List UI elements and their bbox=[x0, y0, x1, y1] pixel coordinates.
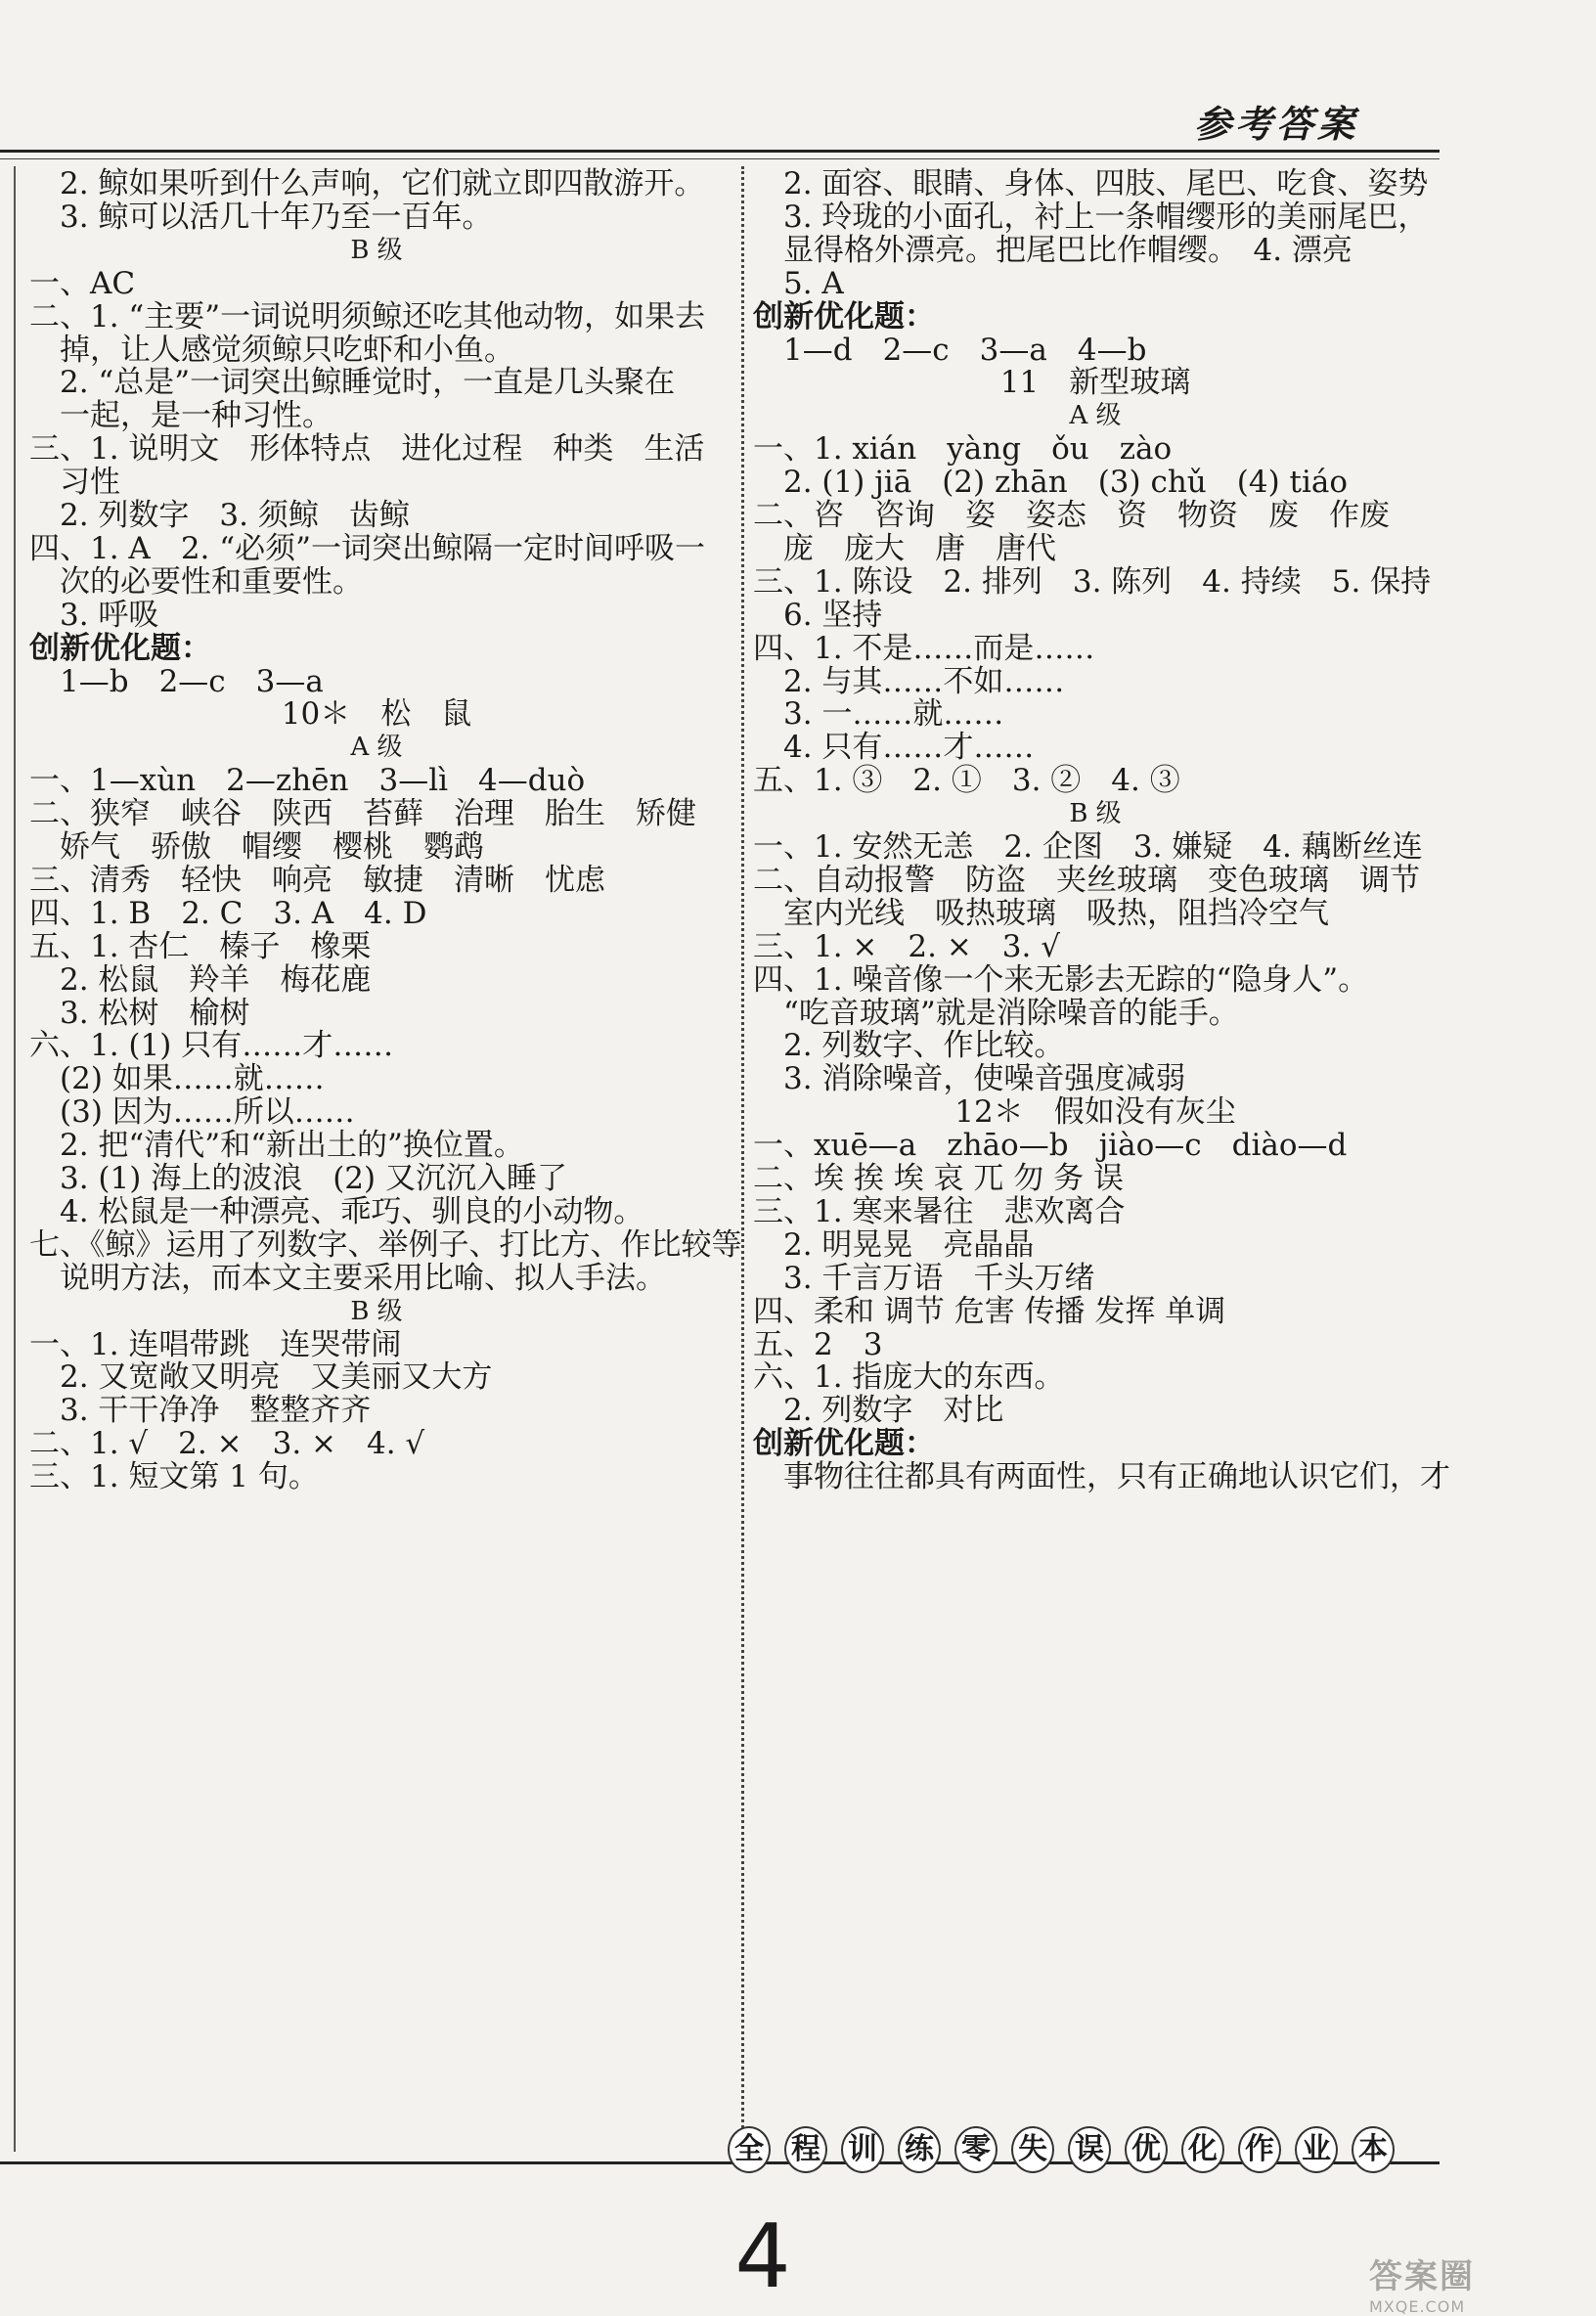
footer-banner bbox=[689, 2120, 1433, 2179]
right-line: 四、1. 噪音像一个来无影去无踪的“隐身人”。 bbox=[753, 961, 1369, 998]
watermark-logo bbox=[1369, 2249, 1584, 2316]
right-line: 一、1. 安然无恙 2. 企图 3. 嫌疑 4. 藕断丝连 bbox=[753, 829, 1423, 865]
right-line: 1—d 2—c 3—a 4—b bbox=[753, 332, 1147, 368]
left-line: B 级 bbox=[350, 1296, 403, 1326]
left-line: (2) 如果……就…… bbox=[29, 1061, 325, 1097]
left-line: 二、狭窄 峡谷 陕西 苔藓 治理 胎生 矫健 bbox=[29, 796, 696, 832]
left-line: 10＊ 松 鼠 bbox=[281, 696, 472, 733]
banner-char: 零 bbox=[954, 2126, 998, 2173]
right-line: 显得格外漂亮。把尾巴比作帽缨。 4. 漂亮 bbox=[753, 232, 1352, 268]
right-line: 4. 只有……才…… bbox=[753, 730, 1035, 766]
left-line: 七、《鲸》运用了列数字、举例子、打比方、作比较等 bbox=[29, 1226, 742, 1263]
left-line: 3. 鲸可以活几十年乃至一百年。 bbox=[29, 199, 493, 235]
right-line: B 级 bbox=[1069, 799, 1122, 829]
right-line: 5. A bbox=[753, 265, 844, 301]
right-line: 三、1. 陈设 2. 排列 3. 陈列 4. 持续 5. 保持 bbox=[753, 563, 1432, 600]
left-line: 2. 把“清代”和“新出土的”换位置。 bbox=[29, 1128, 524, 1164]
right-line: 2. 列数字 对比 bbox=[753, 1393, 1004, 1429]
right-line: 创新优化题： bbox=[753, 298, 935, 334]
right-line: “吃音玻璃”就是消除噪音的能手。 bbox=[753, 995, 1239, 1031]
left-line: 习性 bbox=[29, 465, 120, 501]
banner-char: 优 bbox=[1125, 2126, 1168, 2173]
right-line: 2. 与其……不如…… bbox=[753, 663, 1065, 699]
banner-char: 训 bbox=[841, 2126, 884, 2173]
left-line: 2. 鲸如果听到什么声响，它们就立即四散游开。 bbox=[29, 166, 705, 201]
left-line: 一起，是一种习性。 bbox=[29, 398, 332, 434]
right-line: 二、咨 咨询 姿 姿态 资 物资 废 作废 bbox=[753, 498, 1390, 533]
banner-char: 失 bbox=[1011, 2126, 1054, 2173]
right-line: 四、柔和 调节 危害 传播 发挥 单调 bbox=[753, 1293, 1226, 1329]
left-line: 二、1. “主要”一词说明须鲸还吃其他动物，如果去 bbox=[29, 298, 706, 334]
left-line: 2. “总是”一词突出鲸睡觉时，一直是几头聚在 bbox=[29, 365, 676, 401]
left-line: 一、AC bbox=[29, 265, 136, 301]
right-line: A 级 bbox=[1069, 401, 1122, 431]
banner-char: 程 bbox=[784, 2126, 827, 2173]
right-line: 庞 庞大 唐 唐代 bbox=[753, 530, 1056, 566]
header-title: 参考答案 bbox=[1193, 102, 1358, 146]
right-line: 2. 明晃晃 亮晶晶 bbox=[753, 1226, 1035, 1263]
left-line: 五、1. 杏仁 榛子 橡栗 bbox=[29, 928, 372, 964]
right-line: 3. 一……就…… bbox=[753, 696, 1004, 733]
left-line: 一、1—xùn 2—zhēn 3—lì 4—duò bbox=[29, 763, 586, 799]
banner-char: 练 bbox=[898, 2126, 941, 2173]
left-line: 1—b 2—c 3—a bbox=[29, 663, 324, 699]
right-line: 二、自动报警 防盗 夹丝玻璃 变色玻璃 调节 bbox=[753, 862, 1420, 898]
left-line: 3. 呼吸 bbox=[29, 597, 159, 633]
right-line: 事物往往都具有两面性，只有正确地认识它们，才 bbox=[753, 1459, 1450, 1495]
left-line: 2. 又宽敞又明亮 又美丽又大方 bbox=[29, 1359, 493, 1396]
left-line: (3) 因为……所以…… bbox=[29, 1094, 355, 1131]
left-line: 3. 松树 榆树 bbox=[29, 995, 250, 1031]
left-line: 3. (1) 海上的波浪 (2) 又沉沉入睡了 bbox=[29, 1161, 567, 1196]
right-line: 2. 面容、眼睛、身体、四肢、尾巴、吃食、姿势 bbox=[753, 166, 1429, 201]
left-line: 创新优化题： bbox=[29, 630, 211, 666]
right-line: 二、埃 挨 埃 哀 兀 勿 务 误 bbox=[753, 1161, 1124, 1196]
left-line: 说明方法，而本文主要采用比喻、拟人手法。 bbox=[29, 1260, 666, 1296]
left-line: 掉，让人感觉须鲸只吃虾和小鱼。 bbox=[29, 332, 514, 368]
left-line: 四、1. A 2. “必须”一词突出鲸隔一定时间呼吸一 bbox=[29, 530, 705, 566]
column-divider bbox=[741, 166, 746, 2152]
banner-char: 作 bbox=[1238, 2126, 1281, 2173]
right-line: 3. 消除噪音，使噪音强度减弱 bbox=[753, 1061, 1186, 1097]
right-line: 六、1. 指庞大的东西。 bbox=[753, 1359, 1065, 1396]
right-line: 2. (1) jiā (2) zhān (3) chǔ (4) tiáo bbox=[753, 465, 1349, 501]
left-line: 3. 干干净净 整整齐齐 bbox=[29, 1393, 372, 1429]
left-margin-rule bbox=[14, 166, 16, 2152]
left-line: 六、1. (1) 只有……才…… bbox=[29, 1028, 394, 1064]
left-line: 三、1. 短文第 1 句。 bbox=[29, 1459, 319, 1495]
left-line: B 级 bbox=[350, 235, 403, 265]
left-line: 三、清秀 轻快 响亮 敏捷 清晰 忧虑 bbox=[29, 862, 605, 898]
left-line: 二、1. √ 2. × 3. × 4. √ bbox=[29, 1426, 425, 1462]
watermark-bottom: MXQE.COM bbox=[1369, 2297, 1466, 2316]
left-line: 四、1. B 2. C 3. A 4. D bbox=[29, 895, 427, 931]
banner-char: 业 bbox=[1295, 2126, 1338, 2173]
right-line: 一、xuē—a zhāo—b jiào—c diào—d bbox=[753, 1128, 1348, 1164]
left-line: 2. 松鼠 羚羊 梅花鹿 bbox=[29, 961, 372, 998]
right-line: 12＊ 假如没有灰尘 bbox=[954, 1094, 1236, 1131]
right-line: 2. 列数字、作比较。 bbox=[753, 1028, 1065, 1064]
right-line: 3. 千言万语 千头万绪 bbox=[753, 1260, 1095, 1296]
right-line: 11 新型玻璃 bbox=[999, 365, 1191, 401]
right-line: 6. 坚持 bbox=[753, 597, 883, 633]
left-line: 4. 松鼠是一种漂亮、乖巧、驯良的小动物。 bbox=[29, 1193, 644, 1229]
right-line: 创新优化题： bbox=[753, 1426, 935, 1462]
right-line: 四、1. 不是……而是…… bbox=[753, 630, 1095, 666]
right-line: 五、2 3 bbox=[753, 1326, 883, 1362]
banner-char: 化 bbox=[1181, 2126, 1224, 2173]
right-line: 一、1. xián yàng ǒu zào bbox=[753, 431, 1173, 468]
left-line: 娇气 骄傲 帽缨 樱桃 鹦鹉 bbox=[29, 829, 484, 865]
banner-char: 误 bbox=[1068, 2126, 1111, 2173]
right-line: 室内光线 吸热玻璃 吸热，阻挡冷空气 bbox=[753, 895, 1329, 931]
watermark-top: 答案圈 bbox=[1369, 2257, 1475, 2296]
left-line: 三、1. 说明文 形体特点 进化过程 种类 生活 bbox=[29, 431, 705, 468]
right-line: 五、1. ③ 2. ① 3. ② 4. ③ bbox=[753, 763, 1180, 799]
header-rule bbox=[0, 150, 1440, 153]
left-line: A 级 bbox=[350, 733, 403, 763]
left-line: 一、1. 连唱带跳 连哭带闹 bbox=[29, 1326, 402, 1362]
left-line: 2. 列数字 3. 须鲸 齿鲸 bbox=[29, 498, 410, 533]
left-line: 次的必要性和重要性。 bbox=[29, 563, 363, 600]
header-rule-thin bbox=[0, 158, 1440, 159]
right-line: 三、1. × 2. × 3. √ bbox=[753, 928, 1060, 964]
right-line: 三、1. 寒来暑往 悲欢离合 bbox=[753, 1193, 1126, 1229]
banner-char: 本 bbox=[1352, 2126, 1395, 2173]
right-line: 3. 玲珑的小面孔，衬上一条帽缨形的美丽尾巴， bbox=[753, 199, 1429, 235]
page-number: 4 bbox=[734, 2205, 791, 2308]
banner-char: 全 bbox=[728, 2126, 771, 2173]
